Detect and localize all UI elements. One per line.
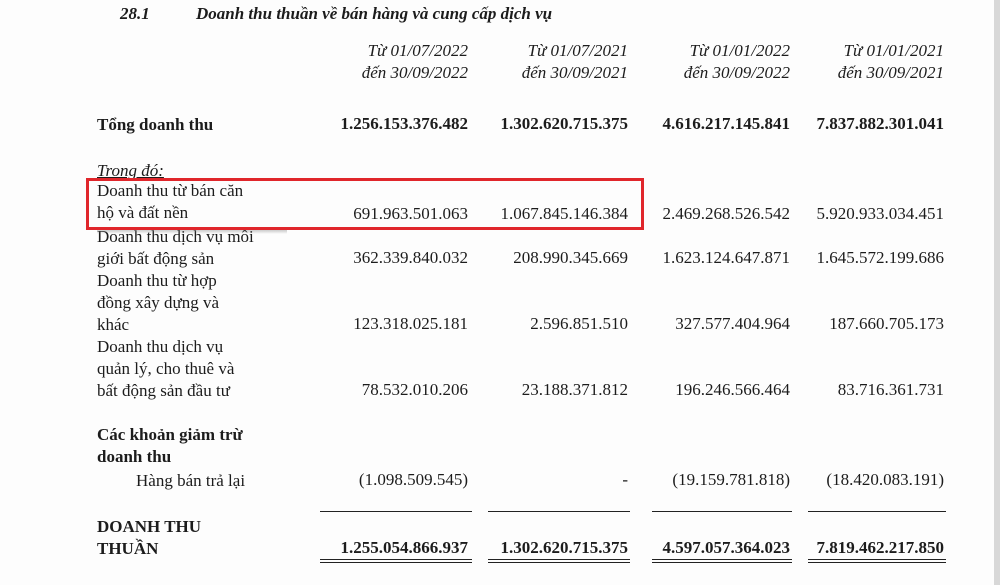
column-header-3: Từ 01/01/2022 đến 30/09/2022 xyxy=(683,41,790,82)
construction-revenue-col4: 187.660.705.173 xyxy=(829,314,944,333)
sales-returns-col2: - xyxy=(622,470,628,489)
brokerage-revenue-col1: 362.339.840.032 xyxy=(353,248,468,267)
subtotal-rule-col4 xyxy=(808,511,946,512)
management-revenue-col2: 23.188.371.812 xyxy=(521,380,628,399)
brokerage-revenue-col3: 1.623.124.647.871 xyxy=(662,248,790,267)
total-double-rule-col1 xyxy=(320,559,472,563)
brokerage-revenue-col2: 208.990.345.669 xyxy=(513,248,628,267)
subtotal-rule-col3 xyxy=(652,511,792,512)
section-title: Doanh thu thuần về bán hàng và cung cấp dịch vụ xyxy=(196,4,553,23)
net-revenue-col3: 4.597.057.364.023 xyxy=(662,538,790,557)
subtotal-rule-col1 xyxy=(320,511,472,512)
total-revenue-col4: 7.837.882.301.041 xyxy=(816,114,944,133)
column-header-2: Từ 01/07/2021 đến 30/09/2021 xyxy=(521,41,628,82)
row-label-total-revenue: Tổng doanh thu xyxy=(97,115,214,134)
of-which-label: Trong đó: xyxy=(97,161,164,180)
subtotal-rule-col2 xyxy=(488,511,630,512)
row-label-brokerage: Doanh thu dịch vụ môi giới bất động sản xyxy=(97,227,254,268)
management-revenue-col3: 196.246.566.464 xyxy=(675,380,790,399)
construction-revenue-col3: 327.577.404.964 xyxy=(675,314,790,333)
total-revenue-col1: 1.256.153.376.482 xyxy=(340,114,468,133)
column-header-1: Từ 01/07/2022 đến 30/09/2022 xyxy=(361,41,468,82)
sales-returns-col1: (1.098.509.545) xyxy=(358,470,468,489)
apartment-revenue-col1: 691.963.501.063 xyxy=(353,204,468,223)
total-double-rule-col4 xyxy=(808,559,946,563)
total-revenue-col2: 1.302.620.715.375 xyxy=(500,114,628,133)
apartment-revenue-col2: 1.067.845.146.384 xyxy=(500,204,628,223)
row-label-deductions: Các khoản giảm trừ doanh thu xyxy=(97,425,243,466)
net-revenue-col4: 7.819.462.217.850 xyxy=(816,538,944,557)
management-revenue-col4: 83.716.361.731 xyxy=(837,380,944,399)
row-label-apartment-land: Doanh thu từ bán căn hộ và đất nền xyxy=(97,181,244,222)
construction-revenue-col2: 2.596.851.510 xyxy=(530,314,628,333)
apartment-revenue-col4: 5.920.933.034.451 xyxy=(816,204,944,223)
total-double-rule-col2 xyxy=(488,559,630,563)
column-header-4: Từ 01/01/2021 đến 30/09/2021 xyxy=(837,41,944,82)
section-number: 28.1 xyxy=(120,4,150,23)
management-revenue-col1: 78.532.010.206 xyxy=(361,380,468,399)
brokerage-revenue-col4: 1.645.572.199.686 xyxy=(816,248,944,267)
total-double-rule-col3 xyxy=(652,559,792,563)
row-label-sales-returns: Hàng bán trả lại xyxy=(136,471,246,490)
apartment-revenue-col3: 2.469.268.526.542 xyxy=(662,204,790,223)
row-label-construction: Doanh thu từ hợp đồng xây dựng và khác xyxy=(97,271,220,334)
row-label-management: Doanh thu dịch vụ quản lý, cho thuê và bất động sản đầu tư xyxy=(97,337,235,400)
sales-returns-col4: (18.420.083.191) xyxy=(826,470,944,489)
row-label-net-revenue: DOANH THU THUẦN xyxy=(97,517,202,558)
construction-revenue-col1: 123.318.025.181 xyxy=(353,314,468,333)
net-revenue-col1: 1.255.054.866.937 xyxy=(340,538,468,557)
sales-returns-col3: (19.159.781.818) xyxy=(672,470,790,489)
net-revenue-col2: 1.302.620.715.375 xyxy=(500,538,628,557)
page-edge xyxy=(994,0,1000,585)
total-revenue-col3: 4.616.217.145.841 xyxy=(662,114,790,133)
highlight-box xyxy=(86,178,644,230)
